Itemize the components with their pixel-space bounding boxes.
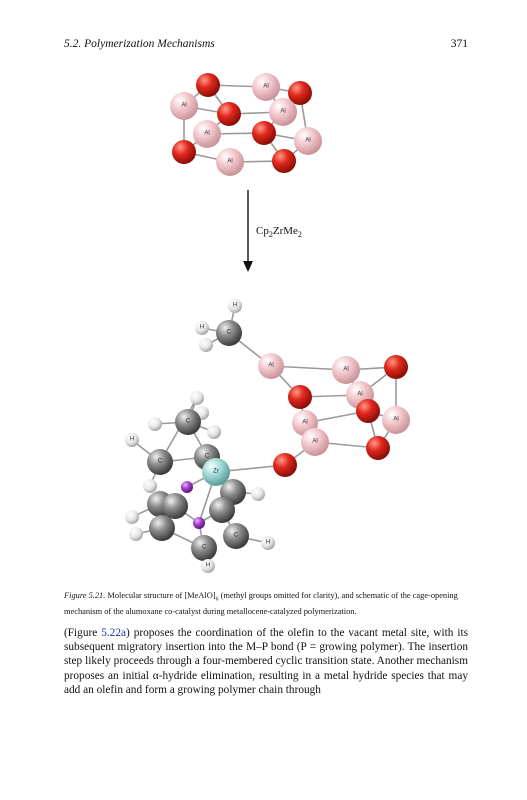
oxygen-atom: [172, 140, 196, 164]
svg-text:Al: Al: [393, 416, 399, 423]
bottom-structure-atoms: [125, 299, 410, 573]
svg-text:Al: Al: [343, 366, 349, 373]
running-title: 5.2. Polymerization Mechanisms: [64, 38, 215, 50]
hydrogen-atom: [125, 510, 139, 524]
figure-reference-link[interactable]: 5.22a: [101, 627, 126, 639]
svg-text:Al: Al: [268, 362, 274, 369]
oxygen-atom: [356, 399, 380, 423]
svg-text:C: C: [226, 329, 232, 336]
reagent-label: $Cp_2ZrMe_2$: [256, 225, 302, 239]
hydrogen-atom: [148, 417, 162, 431]
caption-text-2: (methyl groups omitted for clarity), and schematic of the cage-opening mechanism of the alumoxane co-catalyst during metallocene-catalyzed polymerization.: [64, 591, 458, 616]
hydrogen-atom: [251, 487, 265, 501]
oxygen-atom: [288, 385, 312, 409]
oxygen-atom: [273, 453, 297, 477]
oxygen-atom: [366, 436, 390, 460]
svg-text:Al: Al: [312, 438, 318, 445]
svg-text:Al: Al: [227, 158, 233, 165]
carbon-atom: [149, 515, 175, 541]
hydrogen-atom: [143, 479, 157, 493]
carbon-atom: [162, 493, 188, 519]
hydrogen-atom: [129, 527, 143, 541]
oxygen-atom: [384, 355, 408, 379]
oxygen-atom: [196, 73, 220, 97]
svg-text:Al: Al: [357, 391, 363, 398]
svg-text:C: C: [185, 418, 191, 425]
carbon-atom: [209, 497, 235, 523]
body-open: (Figure: [64, 627, 102, 639]
svg-text:Al: Al: [263, 83, 269, 90]
hydrogen-atom: [207, 425, 221, 439]
figure-caption: [64, 590, 468, 617]
svg-text:Zr: Zr: [213, 468, 219, 475]
hydrogen-atom: [190, 391, 204, 405]
oxygen-atom: [272, 149, 296, 173]
svg-text:C: C: [201, 544, 207, 551]
svg-text:H: H: [205, 562, 211, 569]
svg-text:Al: Al: [204, 130, 210, 137]
svg-text:H: H: [199, 324, 205, 331]
svg-text:C: C: [233, 532, 239, 539]
hydrogen-atom: [199, 338, 213, 352]
caption-formula-subscript: 6: [215, 596, 219, 603]
body-paragraph: [64, 626, 468, 697]
svg-text:Al: Al: [302, 419, 308, 426]
svg-text:Al: Al: [181, 102, 187, 109]
page-number: 371: [450, 38, 468, 50]
reaction-arrow: [243, 190, 253, 272]
ring-centroid-marker: [193, 517, 205, 529]
svg-text:Al: Al: [305, 137, 311, 144]
svg-text:Al: Al: [280, 108, 286, 115]
svg-text:C: C: [157, 458, 163, 465]
svg-text:H: H: [129, 436, 135, 443]
svg-text:H: H: [232, 302, 238, 309]
oxygen-atom: [217, 102, 241, 126]
svg-text:H: H: [265, 539, 271, 546]
figure-number: Figure 5.21.: [64, 591, 106, 600]
caption-text-1: Molecular structure of [MeAlO]: [107, 591, 216, 600]
body-text: ) proposes the coordination of the olefin to the vacant metal site, with its subsequent migratory insertion into the M–P bond (P = growing polymer). The insertion step likely proceeds through a four-membered cyclic transition state. Another mechanism proposes an initial α-hydride elimination, resulting in a metal hydride species that may add an olefin and form a growing polymer chain through: [64, 627, 468, 696]
oxygen-atom: [252, 121, 276, 145]
svg-text:C: C: [204, 453, 210, 460]
ring-centroid-marker: [181, 481, 193, 493]
top-cage-atoms: [170, 73, 322, 176]
